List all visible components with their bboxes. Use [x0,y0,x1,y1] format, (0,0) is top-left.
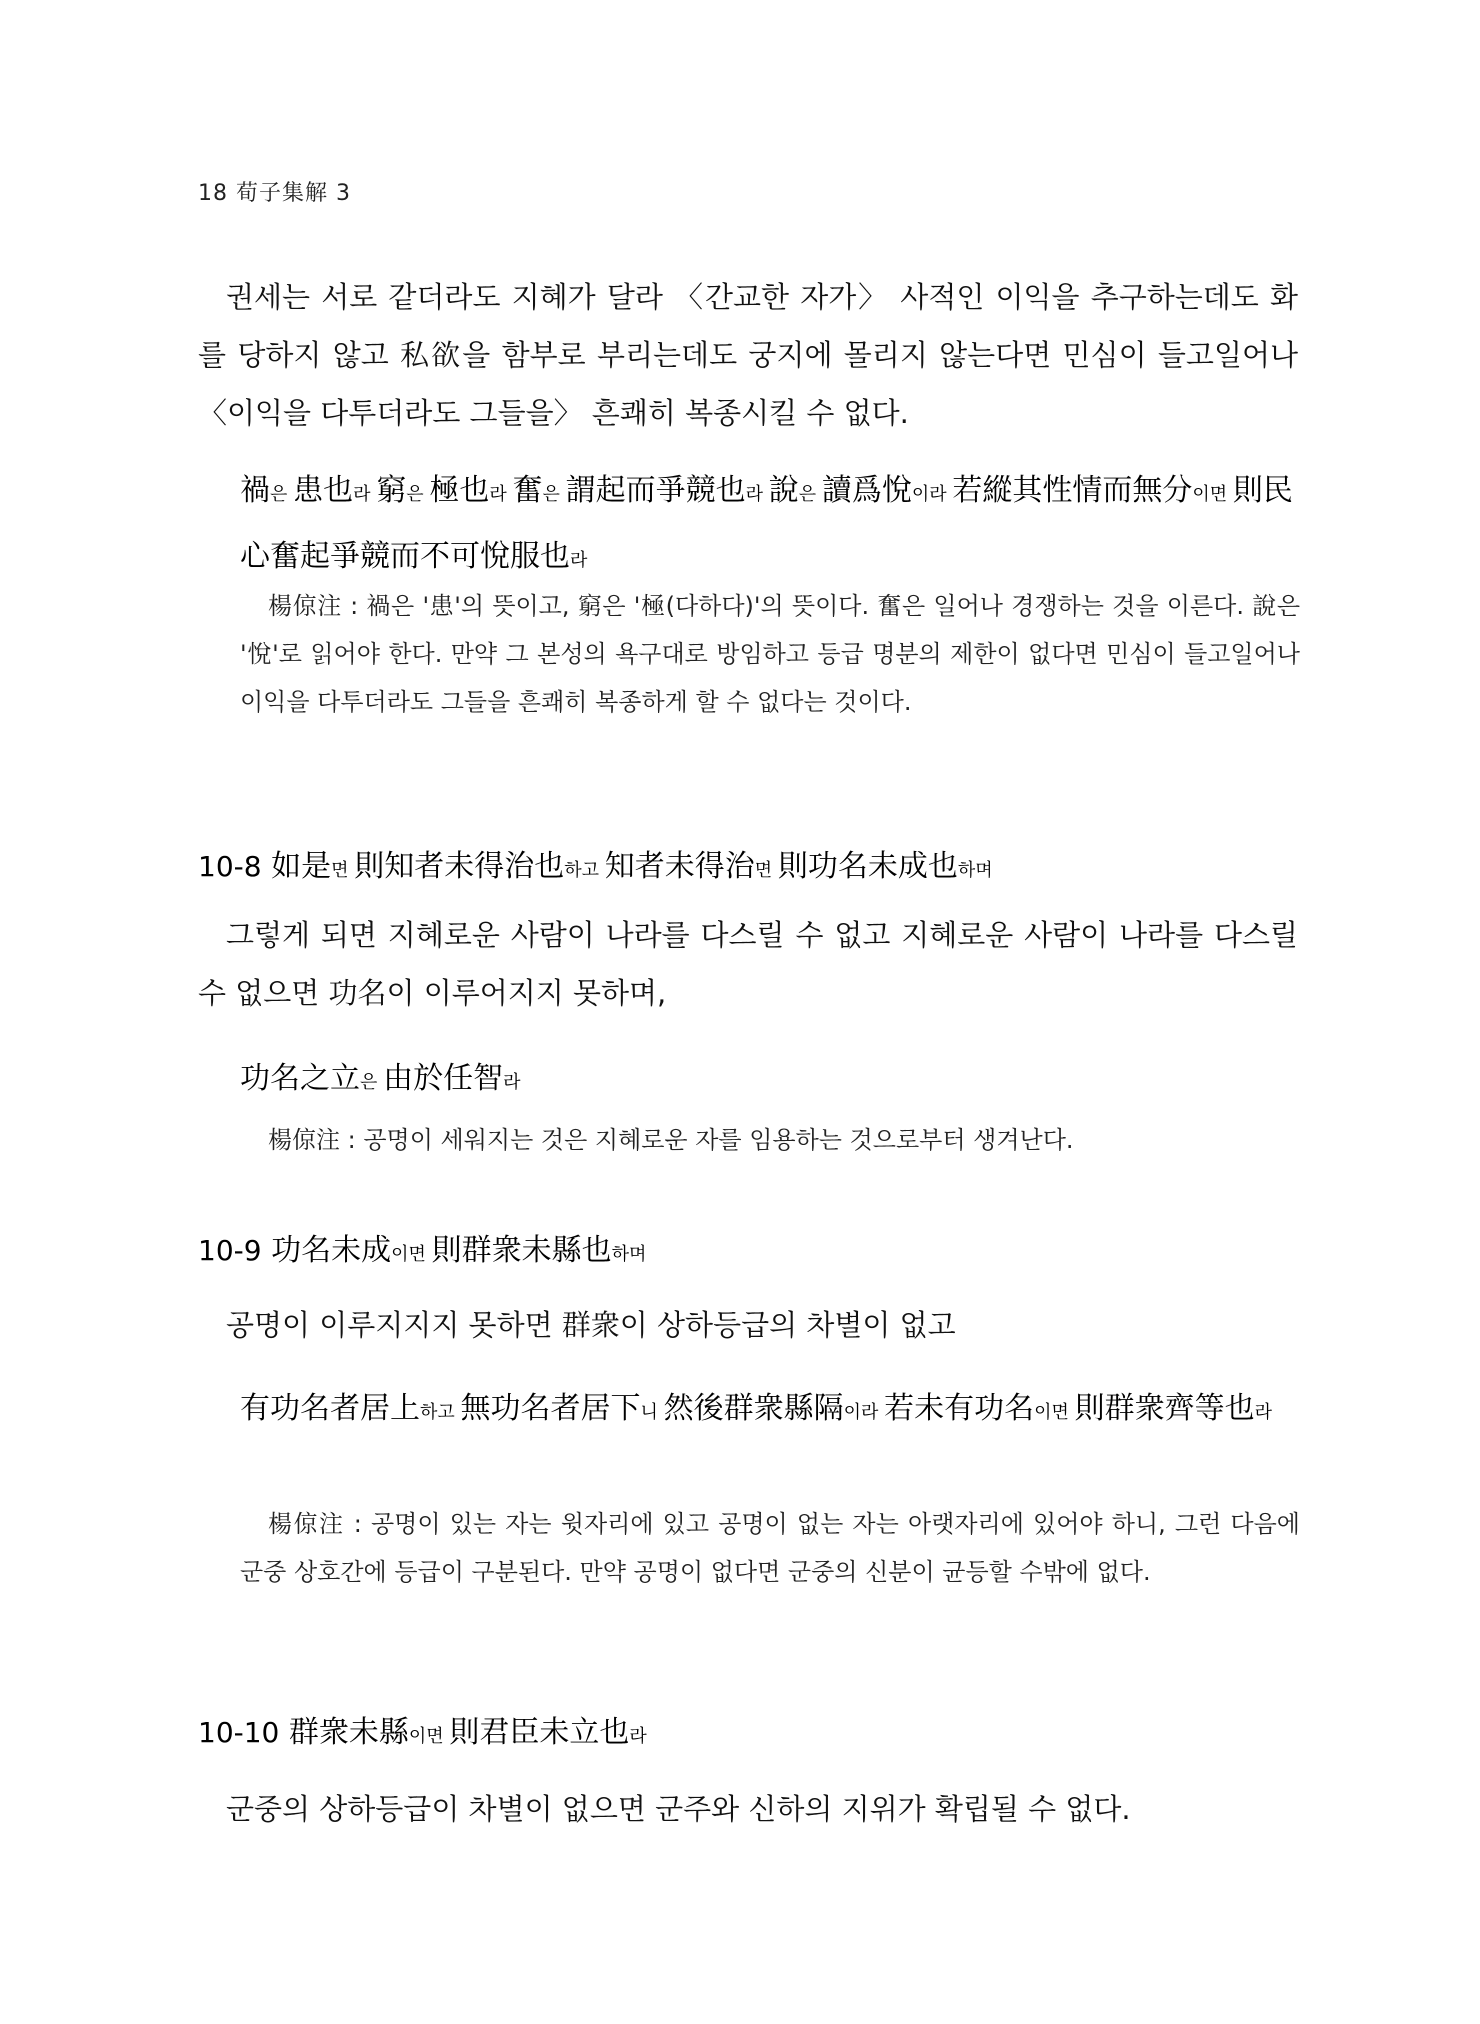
section-classical-10-9: 有功名者居上하고 無功名者居下니 然後群衆縣隔이라 若未有功名이면 則群衆齊等也라 [240,1391,1273,1426]
section-note-10-8: 楊倞注 : 공명이 세워지는 것은 지혜로운 자를 임용하는 것으로부터 생겨난다. [268,1126,1074,1154]
section-translation-10-9: 공명이 이루지지지 못하면 群衆이 상하등급의 차별이 없고 [226,1308,956,1342]
section-heading-10-9: 10-9 功名未成이면 則群衆未縣也하며 [198,1233,647,1268]
section-translation-10-10: 군중의 상하등급이 차별이 없으면 군주와 신하의 지위가 확립될 수 없다. [226,1792,1131,1826]
section-note-10-9: 楊倞注 : 공명이 있는 자는 윗자리에 있고 공명이 없는 자는 아랫자리에 있어야 하니, 그런 다음에 군중 상호간에 등급이 구분된다. 만약 공명이 없다면 군중의 신분이 균등할 수밖에 없다. [240,1510,1300,1586]
page-header: 18 荀子集解 3 [198,181,351,206]
section-classical-10-8: 功名之立은 由於任智라 [240,1061,521,1096]
intro-annotation-note: 楊倞注 : 禍은 '患'의 뜻이고, 窮은 '極(다하다)'의 뜻이다. 奮은 일어나 경쟁하는 것을 이른다. 說은 '悅'로 읽어야 한다. 만약 그 본성의 욕구대로 방임하고 등급 명분의 제한이 없다면 민심이 들고일어나 이익을 다투더라도 그들을 흔쾌히 복종하게 할 수 없다는 것이다. [240,592,1300,716]
intro-translation: 권세는 서로 같더라도 지혜가 달라 〈간교한 자가〉 사적인 이익을 추구하는데도 화를 당하지 않고 私欲을 함부로 부리는데도 궁지에 몰리지 않는다면 민심이 들고일어나 〈이익을 다투더라도 그들을〉 흔쾌히 복종시킬 수 없다. [198,280,1298,430]
section-translation-10-8: 그렇게 되면 지혜로운 사람이 나라를 다스릴 수 없고 지혜로운 사람이 나라를 다스릴 수 없으면 功名이 이루어지지 못하며, [198,918,1298,1010]
intro-classical-commentary: 禍은 患也라 窮은 極也라 奮은 謂起而爭競也라 說은 讀爲悅이라 若縱其性情而無分이면 則民心奮起爭競而不可悅服也라 [240,473,1293,574]
section-heading-10-8: 10-8 如是면 則知者未得治也하고 知者未得治면 則功名未成也하며 [198,849,993,884]
section-heading-10-10: 10-10 群衆未縣이면 則君臣未立也라 [198,1715,647,1750]
